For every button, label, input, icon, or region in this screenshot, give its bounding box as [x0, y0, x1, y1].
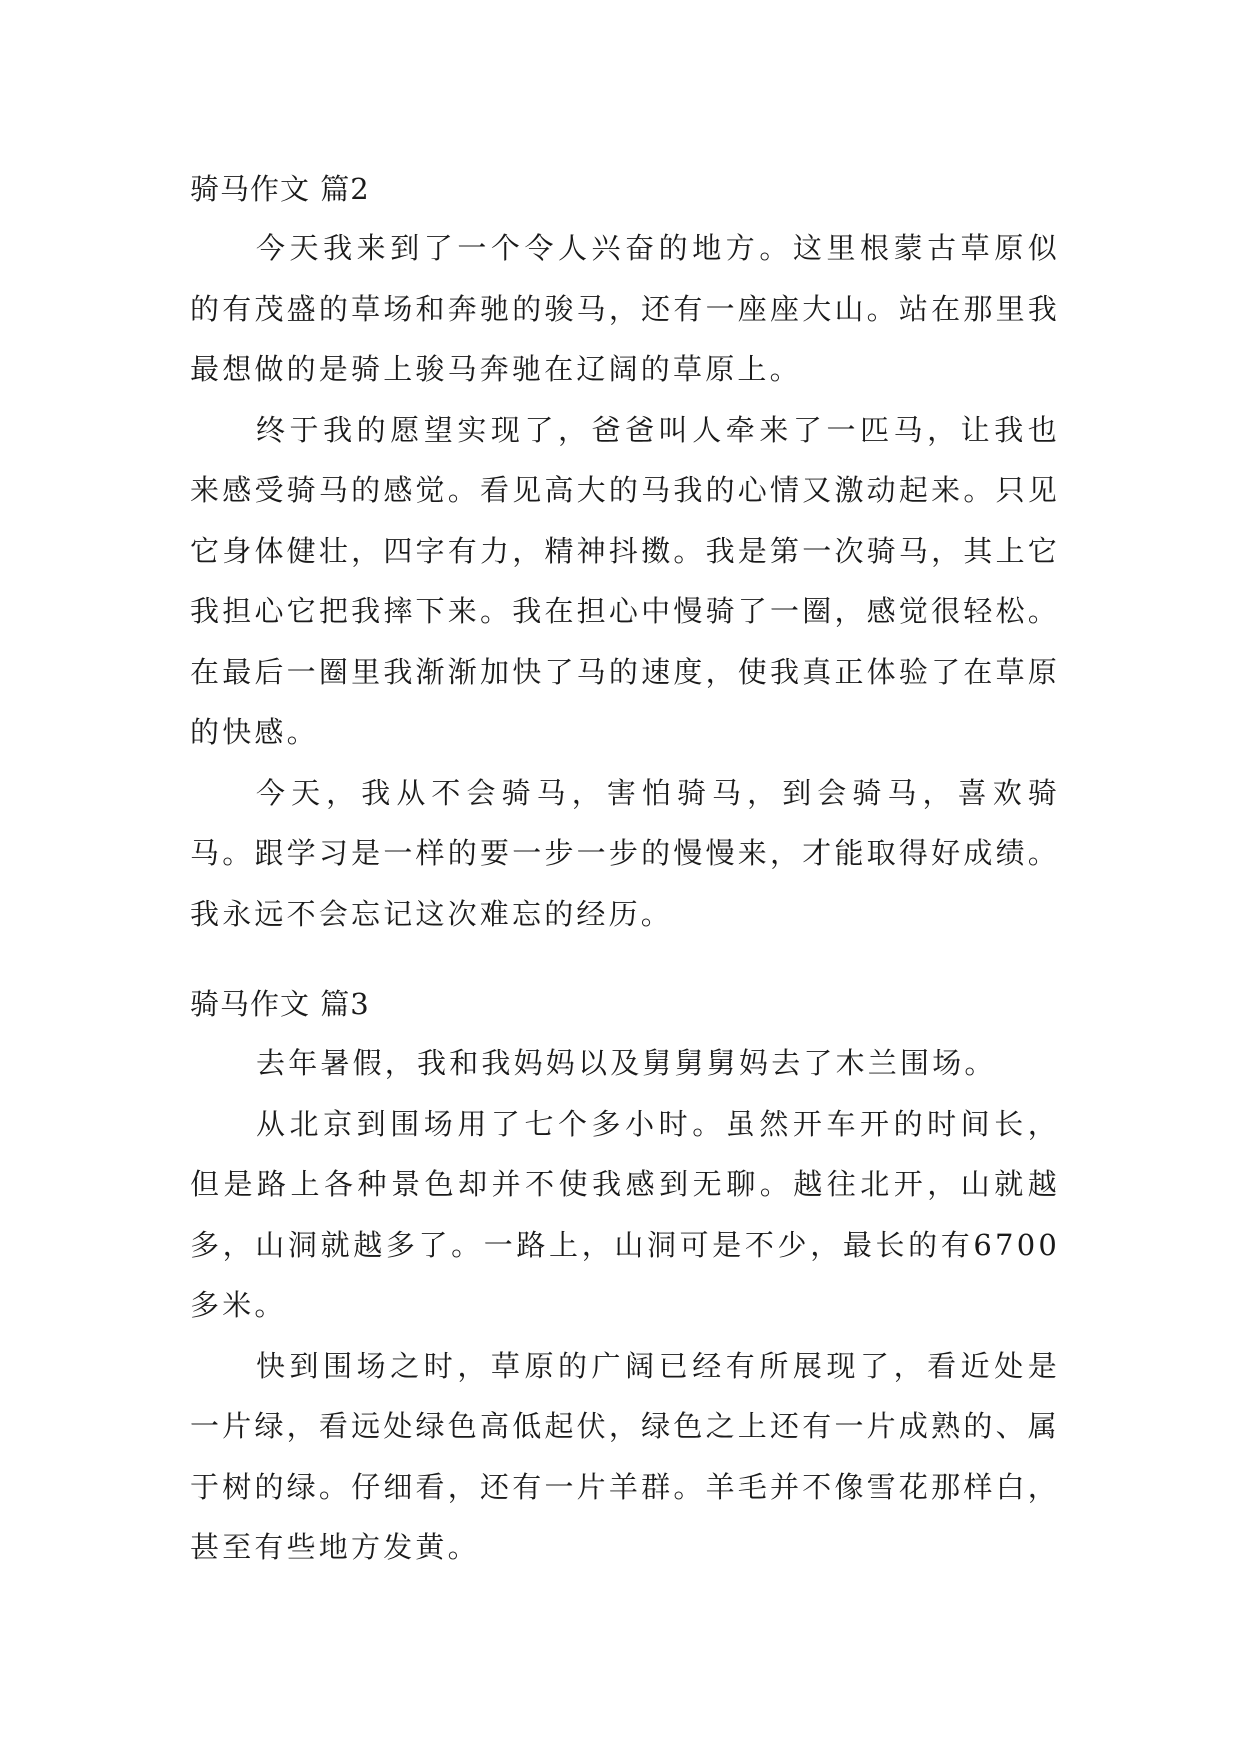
paragraph: 终于我的愿望实现了，爸爸叫人牵来了一匹马，让我也来感受骑马的感觉。看见高大的马我的心情又激动起来。只见它身体健壮，四字有力，精神抖擞。我是第一次骑马，其上它我担心它把我摔下来。我在担心中慢骑了一圈，感觉很轻松。在最后一圈里我渐渐加快了马的速度，使我真正体验了在草原的快感。: [190, 412, 1060, 749]
paragraph: 今天我来到了一个令人兴奋的地方。这里根蒙古草原似的有茂盛的草场和奔驰的骏马，还有一座座大山。站在那里我最想做的是骑上骏马奔驰在辽阔的草原上。: [190, 231, 1060, 386]
section-heading: 骑马作文 篇2: [190, 172, 370, 206]
section-heading: 骑马作文 篇3: [190, 987, 370, 1021]
paragraph: 快到围场之时，草原的广阔已经有所展现了，看近处是一片绿，看远处绿色高低起伏，绿色之上还有一片成熟的、属于树的绿。仔细看，还有一片羊群。羊毛并不像雪花那样白，甚至有些地方发黄。: [190, 1348, 1060, 1564]
essay-section-2: [190, 160, 1060, 944]
essay-section-3: [190, 975, 1060, 1578]
paragraph: 今天，我从不会骑马，害怕骑马，到会骑马，喜欢骑马。跟学习是一样的要一步一步的慢慢来，才能取得好成绩。我永远不会忘记这次难忘的经历。: [190, 775, 1060, 931]
paragraph: 从北京到围场用了七个多小时。虽然开车开的时间长，但是路上各种景色却并不使我感到无聊。越往北开，山就越多，山洞就越多了。一路上，山洞可是不少，最长的有6700多米。: [190, 1106, 1060, 1322]
paragraph: 去年暑假，我和我妈妈以及舅舅舅妈去了木兰围场。: [256, 1046, 997, 1080]
